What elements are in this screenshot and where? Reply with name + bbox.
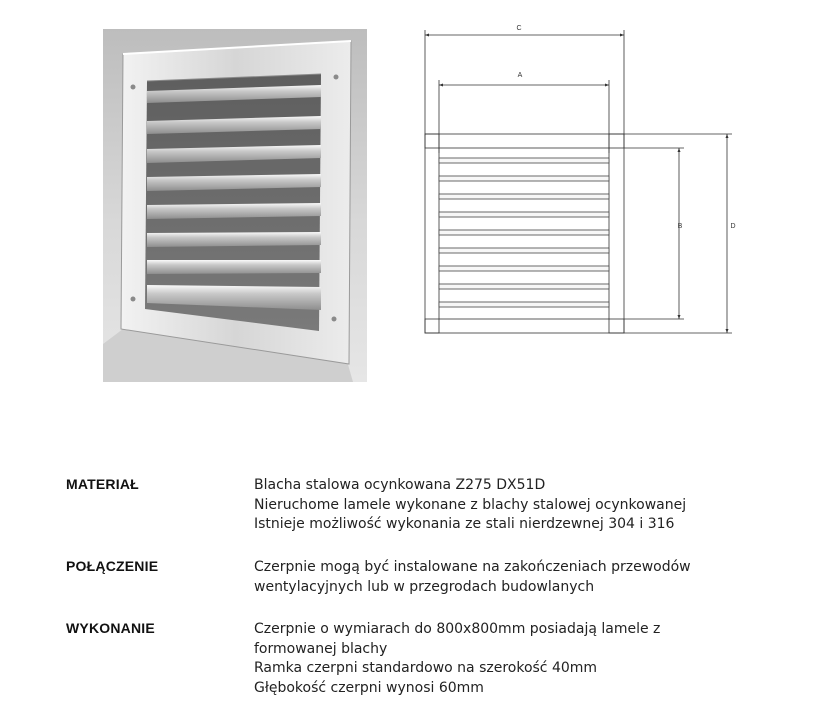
spec-line: Czerpnie mogą być instalowane na zakończeniach przewodów: [254, 559, 691, 575]
spec-line: Ramka czerpni standardowo na szerokość 40mm: [254, 660, 598, 676]
spec-values: [254, 620, 806, 698]
spec-line: Blacha stalowa ocynkowana Z275 DX51D: [254, 477, 546, 493]
spec-line: Istnieje możliwość wykonania ze stali nierdzewnej 304 i 316: [254, 516, 675, 532]
product-photo: [103, 29, 367, 382]
dim-label-d: D: [730, 223, 736, 230]
spec-label: POŁĄCZENIE: [66, 558, 159, 574]
spec-line: Głębokość czerpni wynosi 60mm: [254, 679, 484, 696]
spec-line: formowanej blachy: [254, 640, 388, 657]
spec-values: [254, 476, 806, 535]
dimension-drawing: [414, 18, 744, 340]
dim-label-a: A: [517, 72, 523, 79]
dim-label-c: C: [516, 25, 522, 32]
drawing-slats: [439, 158, 609, 307]
spec-label: WYKONANIE: [66, 620, 155, 636]
spec-values: [254, 558, 806, 597]
louvre-photo-illustration: [103, 29, 367, 382]
technical-drawing: [414, 18, 744, 340]
spec-line: wentylacyjnych lub w przegrodach budowlanych: [254, 578, 595, 595]
spec-line: Nieruchome lamele wykonane z blachy stalowej ocynkowanej: [254, 496, 687, 513]
spec-label: MATERIAŁ: [66, 476, 139, 492]
spec-line: Czerpnie o wymiarach do 800x800mm posiadają lamele z: [254, 621, 661, 637]
dim-label-b: B: [677, 223, 683, 230]
